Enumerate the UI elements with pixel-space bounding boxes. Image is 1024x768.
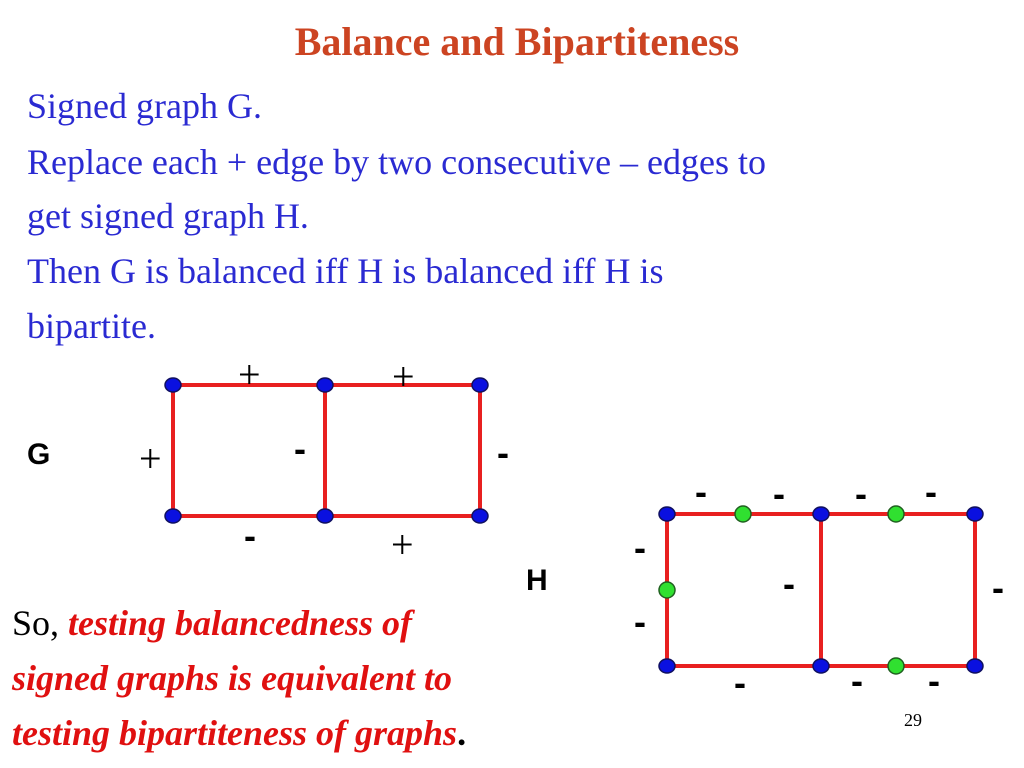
h-sign-right: - xyxy=(992,567,1004,608)
h-vertex-top-left xyxy=(659,507,675,521)
g-vertex-bottom-left xyxy=(165,509,181,523)
h-sign-top-3: - xyxy=(855,473,867,514)
g-sign-right: - xyxy=(497,432,509,473)
h-sign-left-1: - xyxy=(634,527,646,568)
g-vertex-top-right xyxy=(472,378,488,392)
body-line-replace-edges: Replace each + edge by two consecutive – edges to xyxy=(27,142,767,182)
h-inserted-vertex-left xyxy=(659,582,675,598)
conclusion-emphasis-line-1: testing balancedness of xyxy=(68,603,413,643)
h-sign-top-1: - xyxy=(695,471,707,512)
body-line-bipartite: bipartite. xyxy=(27,306,156,346)
h-sign-bottom-3: - xyxy=(928,660,940,701)
h-vertex-bottom-middle xyxy=(813,659,829,673)
body-line-signed-graph: Signed graph G. xyxy=(27,86,262,126)
graph-h-inserted-vertices xyxy=(659,506,904,674)
h-vertex-top-right xyxy=(967,507,983,521)
g-sign-left: + xyxy=(139,436,162,481)
g-vertex-bottom-right xyxy=(472,509,488,523)
h-sign-bottom-1: - xyxy=(734,662,746,703)
page-number: 29 xyxy=(904,710,922,730)
graph-h-edges xyxy=(667,514,975,666)
h-vertex-bottom-right xyxy=(967,659,983,673)
conclusion-emphasis-line-3: testing bipartiteness of graphs xyxy=(12,713,458,753)
graph-h-label: H xyxy=(526,564,548,597)
g-vertex-bottom-middle xyxy=(317,509,333,523)
g-sign-top-right: + xyxy=(392,354,415,399)
graph-g-edges xyxy=(173,385,480,516)
conclusion-lead: So, xyxy=(12,603,69,643)
body-line-get-graph-h: get signed graph H. xyxy=(27,196,309,236)
graph-g xyxy=(27,352,509,567)
g-sign-bottom-right: + xyxy=(391,522,414,567)
h-sign-top-2: - xyxy=(773,473,785,514)
h-sign-middle: - xyxy=(783,563,795,604)
g-vertex-top-middle xyxy=(317,378,333,392)
conclusion-emphasis-line-2: signed graphs is equivalent to xyxy=(12,658,453,698)
slide-title: Balance and Bipartiteness xyxy=(294,19,740,64)
g-sign-top-left: + xyxy=(238,352,261,397)
h-sign-top-4: - xyxy=(925,471,937,512)
conclusion-period: . xyxy=(457,713,467,753)
h-vertex-top-middle xyxy=(813,507,829,521)
body-line-then-balanced: Then G is balanced iff H is balanced iff H is xyxy=(27,251,664,291)
h-inserted-vertex-top-left xyxy=(735,506,751,522)
conclusion-text xyxy=(12,596,632,761)
h-sign-left-2: - xyxy=(634,601,646,642)
g-sign-bottom-left: - xyxy=(244,515,256,556)
h-vertex-bottom-left xyxy=(659,659,675,673)
g-vertex-top-left xyxy=(165,378,181,392)
g-sign-middle: - xyxy=(294,428,306,469)
graph-g-label: G xyxy=(27,438,51,471)
h-sign-bottom-2: - xyxy=(851,660,863,701)
h-inserted-vertex-top-right xyxy=(888,506,904,522)
h-inserted-vertex-bottom-right xyxy=(888,658,904,674)
